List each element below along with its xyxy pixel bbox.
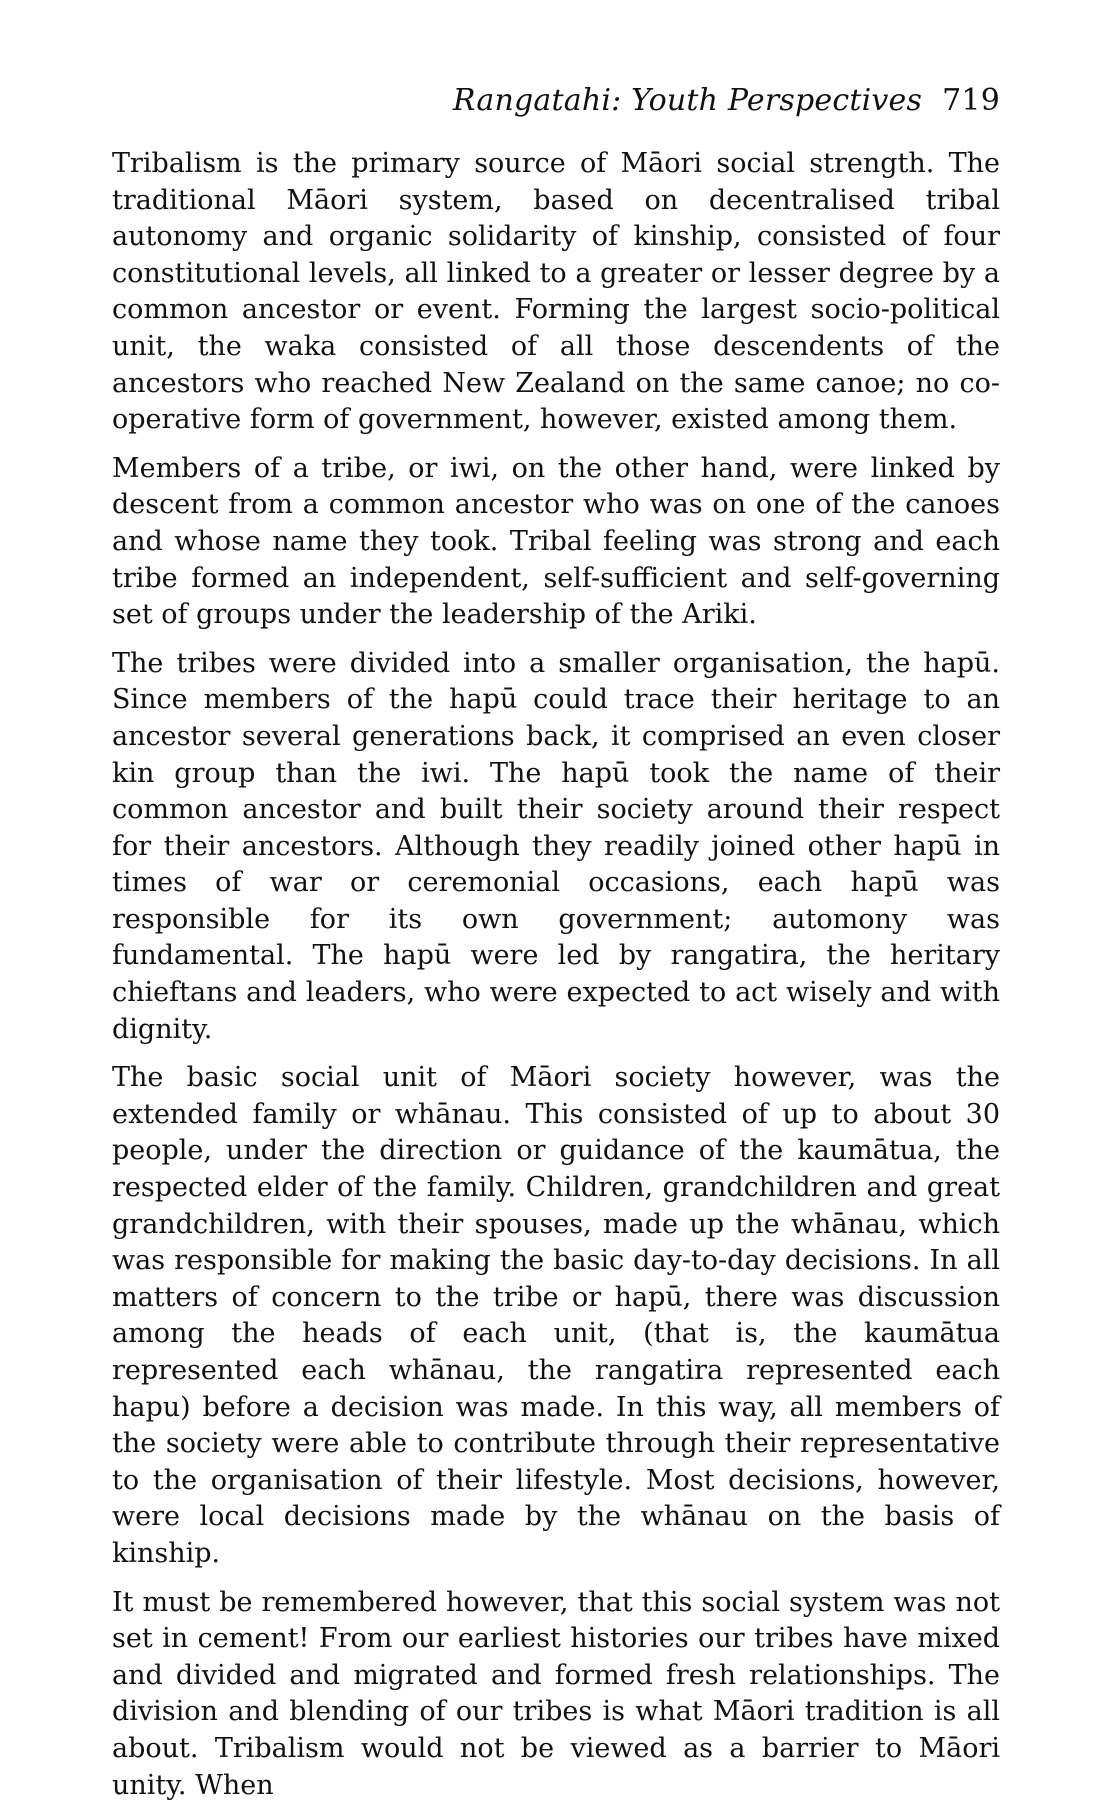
running-title: Rangatahi: Youth Perspectives [452,83,923,118]
paragraph-tribalism: Tribalism is the primary source of Māori social strength. The traditional Māori system, based on decentralised tribal autonomy and organic solidarity of kinship, consisted of four constitutional levels, all linked to a greater or lesser degree by a common ancestor or event. Forming the largest socio-political unit, the waka consisted of all those descendents of the ancestors who reached New Zealand on the same canoe; no co-operative form of government, however, existed among them. [112,148,1000,436]
running-header [112,80,1000,122]
paragraph-social-system: It must be remembered however, that this social system was not set in cement! From our earliest histories our tribes have mixed and divided and migrated and formed fresh relationships. The division and blending of our tribes is what Māori tradition is all about. Tribalism would not be viewed as a barrier to Māori unity. When [112,1586,1000,1801]
paragraph-whanau: The basic social unit of Māori society however, was the extended family or whānau. This consisted of up to about 30 people, under the direction or guidance of the kaumātua, the respected elder of the family. Children, grandchildren and great grandchildren, with their spouses, made up the whānau, which was responsible for making the basic day-to-day decisions. In all matters of concern to the tribe or hapū, there was discussion among the heads of each unit, (that is, the kaumātua represented each whānau, the rangatira represented each hapu) before a decision was made. In this way, all members of the society were able to contribute through their representative to the organisation of their lifestyle. Most decisions, however, were local decisions made by the whānau on the basis of kinship. [112,1062,1000,1569]
paragraph-iwi: Members of a tribe, or iwi, on the other hand, were linked by descent from a common ancestor who was on one of the canoes and whose name they took. Tribal feeling was strong and each tribe formed an independent, self-sufficient and self-governing set of groups under the leadership of the Ariki. [112,452,1000,631]
paragraph-hapu: The tribes were divided into a smaller organisation, the hapū. Since members of the hapū could trace their heritage to an ancestor several generations back, it comprised an even closer kin group than the iwi. The hapū took the name of their common ancestor and built their society around their respect for their ancestors. Although they readily joined other hapū in times of war or ceremonial occasions, each hapū was responsible for its own government; automony was fundamental. The hapū were led by rangatira, the heritary chieftans and leaders, who were expected to act wisely and with dignity. [112,647,1000,1045]
page-number: 719 [942,83,1000,118]
body-text [112,146,1000,1816]
